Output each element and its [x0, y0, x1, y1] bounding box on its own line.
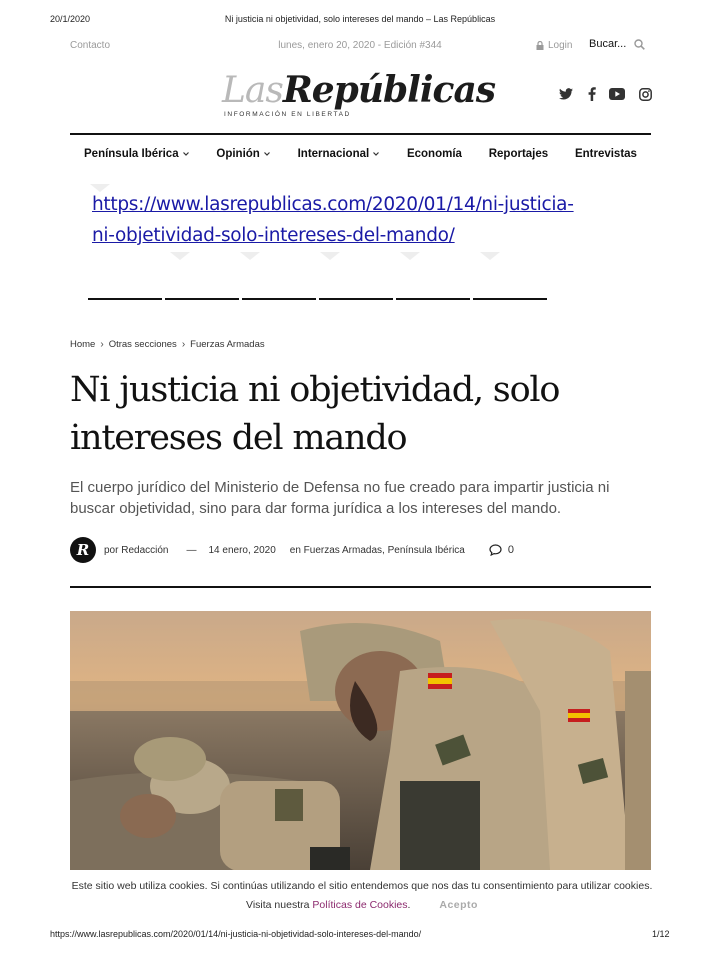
- instagram-icon[interactable]: [637, 86, 653, 102]
- meta-dash: —: [186, 544, 197, 556]
- cookie-period: .: [407, 899, 411, 911]
- article-title: [70, 366, 630, 462]
- chevron-right-icon: ›: [181, 339, 186, 350]
- chevron-down-icon: [182, 150, 190, 158]
- hero-image: [70, 611, 651, 870]
- nav-top-rule: [70, 133, 651, 135]
- url-overlay-line-1[interactable]: https://www.lasrepublicas.com/2020/01/14/ni-justicia-: [92, 194, 574, 215]
- article-categories[interactable]: en Fuerzas Armadas, Península Ibérica: [289, 544, 465, 556]
- cookie-notice: [62, 877, 662, 915]
- article-meta: [70, 537, 514, 563]
- breadcrumb-home[interactable]: Home: [70, 339, 96, 350]
- comment-icon: [489, 544, 502, 556]
- login-link[interactable]: [536, 40, 572, 51]
- search-placeholder: Bucar...: [589, 38, 627, 50]
- logo-word-las: Las: [222, 70, 283, 111]
- nav-item-label: Entrevistas: [574, 148, 637, 160]
- lock-icon: [536, 41, 544, 50]
- search-box[interactable]: [589, 38, 645, 50]
- print-date: 20/1/2020: [50, 14, 91, 24]
- print-url: https://www.lasrepublicas.com/2020/01/14/ni-justicia-ni-objetividad-solo-intereses-del-mando/: [50, 929, 422, 939]
- article-date: 14 enero, 2020: [208, 544, 276, 556]
- youtube-icon[interactable]: [609, 86, 625, 102]
- breadcrumb: [70, 339, 265, 350]
- cookie-text: Este sitio web utiliza cookies. Si continúas utilizando el sitio entendemos que nos das tu consentimiento para utilizar cookies. Visita nuestra: [71, 880, 653, 911]
- url-overlay-line-2[interactable]: ni-objetividad-solo-intereses-del-mando/: [92, 225, 455, 246]
- article-subtitle: El cuerpo jurídico del Ministerio de Defensa no fue creado para impartir justicia ni buscar objetividad, sino para dar forma jurídica a los intereses del mando.: [70, 479, 610, 517]
- contact-link[interactable]: Contacto: [70, 40, 111, 51]
- nav-item-label: Economía: [406, 148, 462, 160]
- nav-item-label: Península Ibérica: [84, 148, 179, 160]
- nav-item-label: Reportajes: [488, 148, 549, 160]
- search-icon[interactable]: [634, 39, 645, 50]
- main-nav: [70, 136, 651, 172]
- facebook-icon[interactable]: [584, 86, 600, 102]
- date-edition: lunes, enero 20, 2020 - Edición #344: [278, 40, 442, 51]
- chevron-down-icon: [263, 150, 271, 158]
- site-logo[interactable]: [222, 69, 502, 122]
- print-doc-title: Ni justicia ni objetividad, solo intereses del mando – Las Repúblicas: [224, 14, 496, 24]
- logo-word-republicas: Repúblicas: [282, 69, 496, 111]
- nav-item-economia[interactable]: [407, 148, 462, 160]
- nav-item-label: Internacional: [297, 148, 370, 160]
- meta-bottom-rule: [70, 586, 651, 588]
- logo-tagline: INFORMACIÓN EN LIBERTAD: [224, 111, 351, 118]
- nav-item-entrevistas[interactable]: [575, 148, 637, 160]
- nav-item-internacional[interactable]: [298, 148, 381, 160]
- comments-count[interactable]: [489, 544, 514, 556]
- nav-item-reportajes[interactable]: [489, 148, 548, 160]
- cookie-policy-link[interactable]: Políticas de Cookies: [312, 899, 408, 911]
- cookie-accept-button[interactable]: Acepto: [439, 899, 478, 911]
- blank-underlines: [88, 298, 547, 300]
- twitter-icon[interactable]: [558, 86, 574, 102]
- nav-item-opinion[interactable]: [216, 148, 270, 160]
- author-avatar[interactable]: R: [70, 537, 96, 563]
- nav-item-peninsula-iberica[interactable]: [84, 148, 190, 160]
- breadcrumb-fuerzas-armadas[interactable]: Fuerzas Armadas: [190, 339, 265, 350]
- nav-item-label: Opinión: [216, 148, 260, 160]
- article-title-line-1: Ni justicia ni objetividad, solo: [70, 370, 560, 410]
- article-title-line-2: intereses del mando: [70, 418, 407, 458]
- breadcrumb-otras-secciones[interactable]: Otras secciones: [108, 339, 177, 350]
- author-link[interactable]: por Redacción: [104, 544, 169, 556]
- comments-count-value: 0: [507, 544, 514, 556]
- login-label: Login: [548, 40, 573, 51]
- chevron-down-icon: [372, 150, 380, 158]
- print-page-number: 1/12: [652, 929, 670, 939]
- chevron-right-icon: ›: [100, 339, 104, 350]
